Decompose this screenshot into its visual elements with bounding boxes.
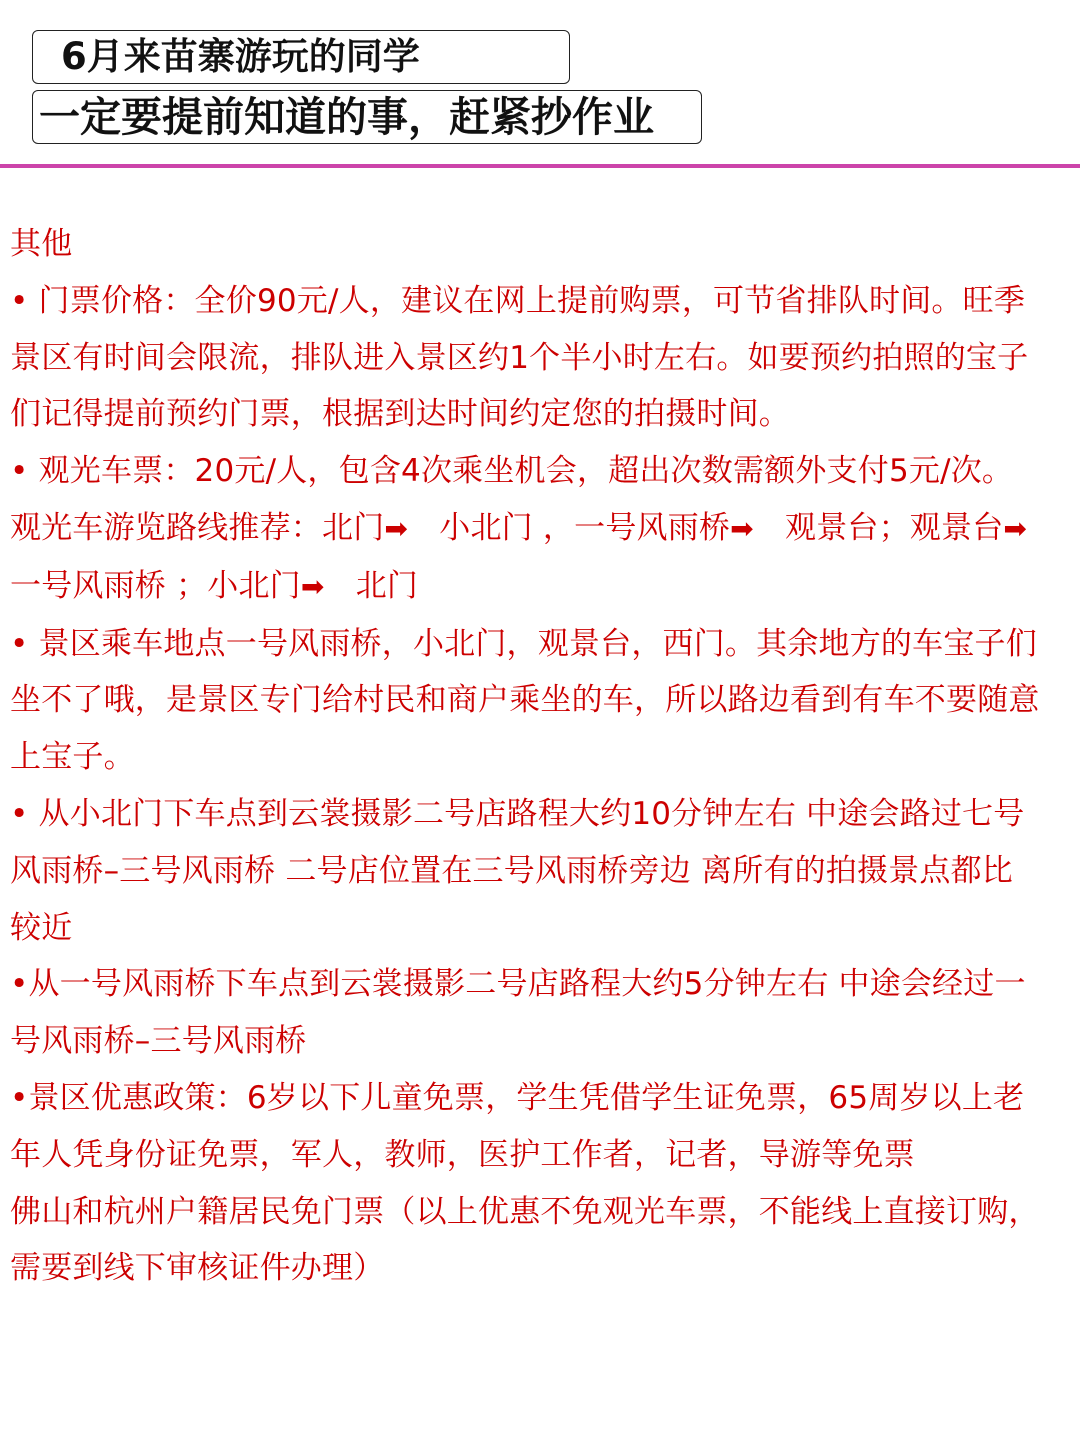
title-line-2: 一定要提前知道的事，赶紧抄作业 — [32, 90, 702, 144]
right-arrow-icon: ➡ — [730, 511, 754, 545]
route-small-north-item: • 从小北门下车点到云裳摄影二号店路程大约10分钟左右 中途会路过七号风雨桥–三号风雨桥 二号店位置在三号风雨桥旁边 离所有的拍摄景点都比较近 — [10, 795, 1025, 946]
shuttle-text-1: • 观光车票：20元/人，包含4次乘坐机会，超出次数需额外支付5元/次。观光车游览路线推荐：北门 — [10, 453, 1014, 546]
ticket-price-item: • 门票价格：全价90元/人，建议在网上提前购票，可节省排队时间。旺季景区有时间会限流，排队进入景区约1个半小时左右。如要预约拍照的宝子们记得提前预约门票，根据到达时间约定您的拍摄时间。 — [10, 282, 1029, 433]
right-arrow-icon: ➡ — [300, 569, 325, 603]
shuttle-text-3: 观景台；观景台 — [753, 509, 1004, 546]
shuttle-text-5: 北门 — [324, 567, 419, 604]
boarding-item: • 景区乘车地点一号风雨桥，小北门，观景台，西门。其余地方的车宝子们坐不了哦，是景区专门给村民和商户乘坐的车，所以路边看到有车不要随意上宝子。 — [10, 625, 1040, 776]
title-line-1: 6月来苗寨游玩的同学 — [32, 30, 570, 84]
shuttle-item — [10, 443, 1059, 615]
right-arrow-icon: ➡ — [384, 511, 409, 545]
divider — [0, 164, 1080, 168]
residents-item: 佛山和杭州户籍居民免门票（以上优惠不免观光车票，不能线上直接订购，需要到线下审核证件办理） — [10, 1193, 1040, 1287]
route-bridge-one-item: •从一号风雨桥下车点到云裳摄影二号店路程大约5分钟左右 中途会经过一号风雨桥–三号风雨桥 — [10, 966, 1026, 1060]
shuttle-text-4: 一号风雨桥 ；小北门 — [10, 509, 1059, 604]
shuttle-text-2: 小北门 ，一号风雨桥 — [408, 509, 731, 546]
discount-item: •景区优惠政策：6岁以下儿童免票，学生凭借学生证免票，65周岁以上老年人凭身份证免票，军人，教师，医护工作者，记者，导游等免票 — [10, 1079, 1025, 1173]
section-heading: 其他 — [10, 226, 73, 262]
article-body — [10, 216, 1059, 1297]
right-arrow-icon: ➡ — [1003, 511, 1028, 545]
